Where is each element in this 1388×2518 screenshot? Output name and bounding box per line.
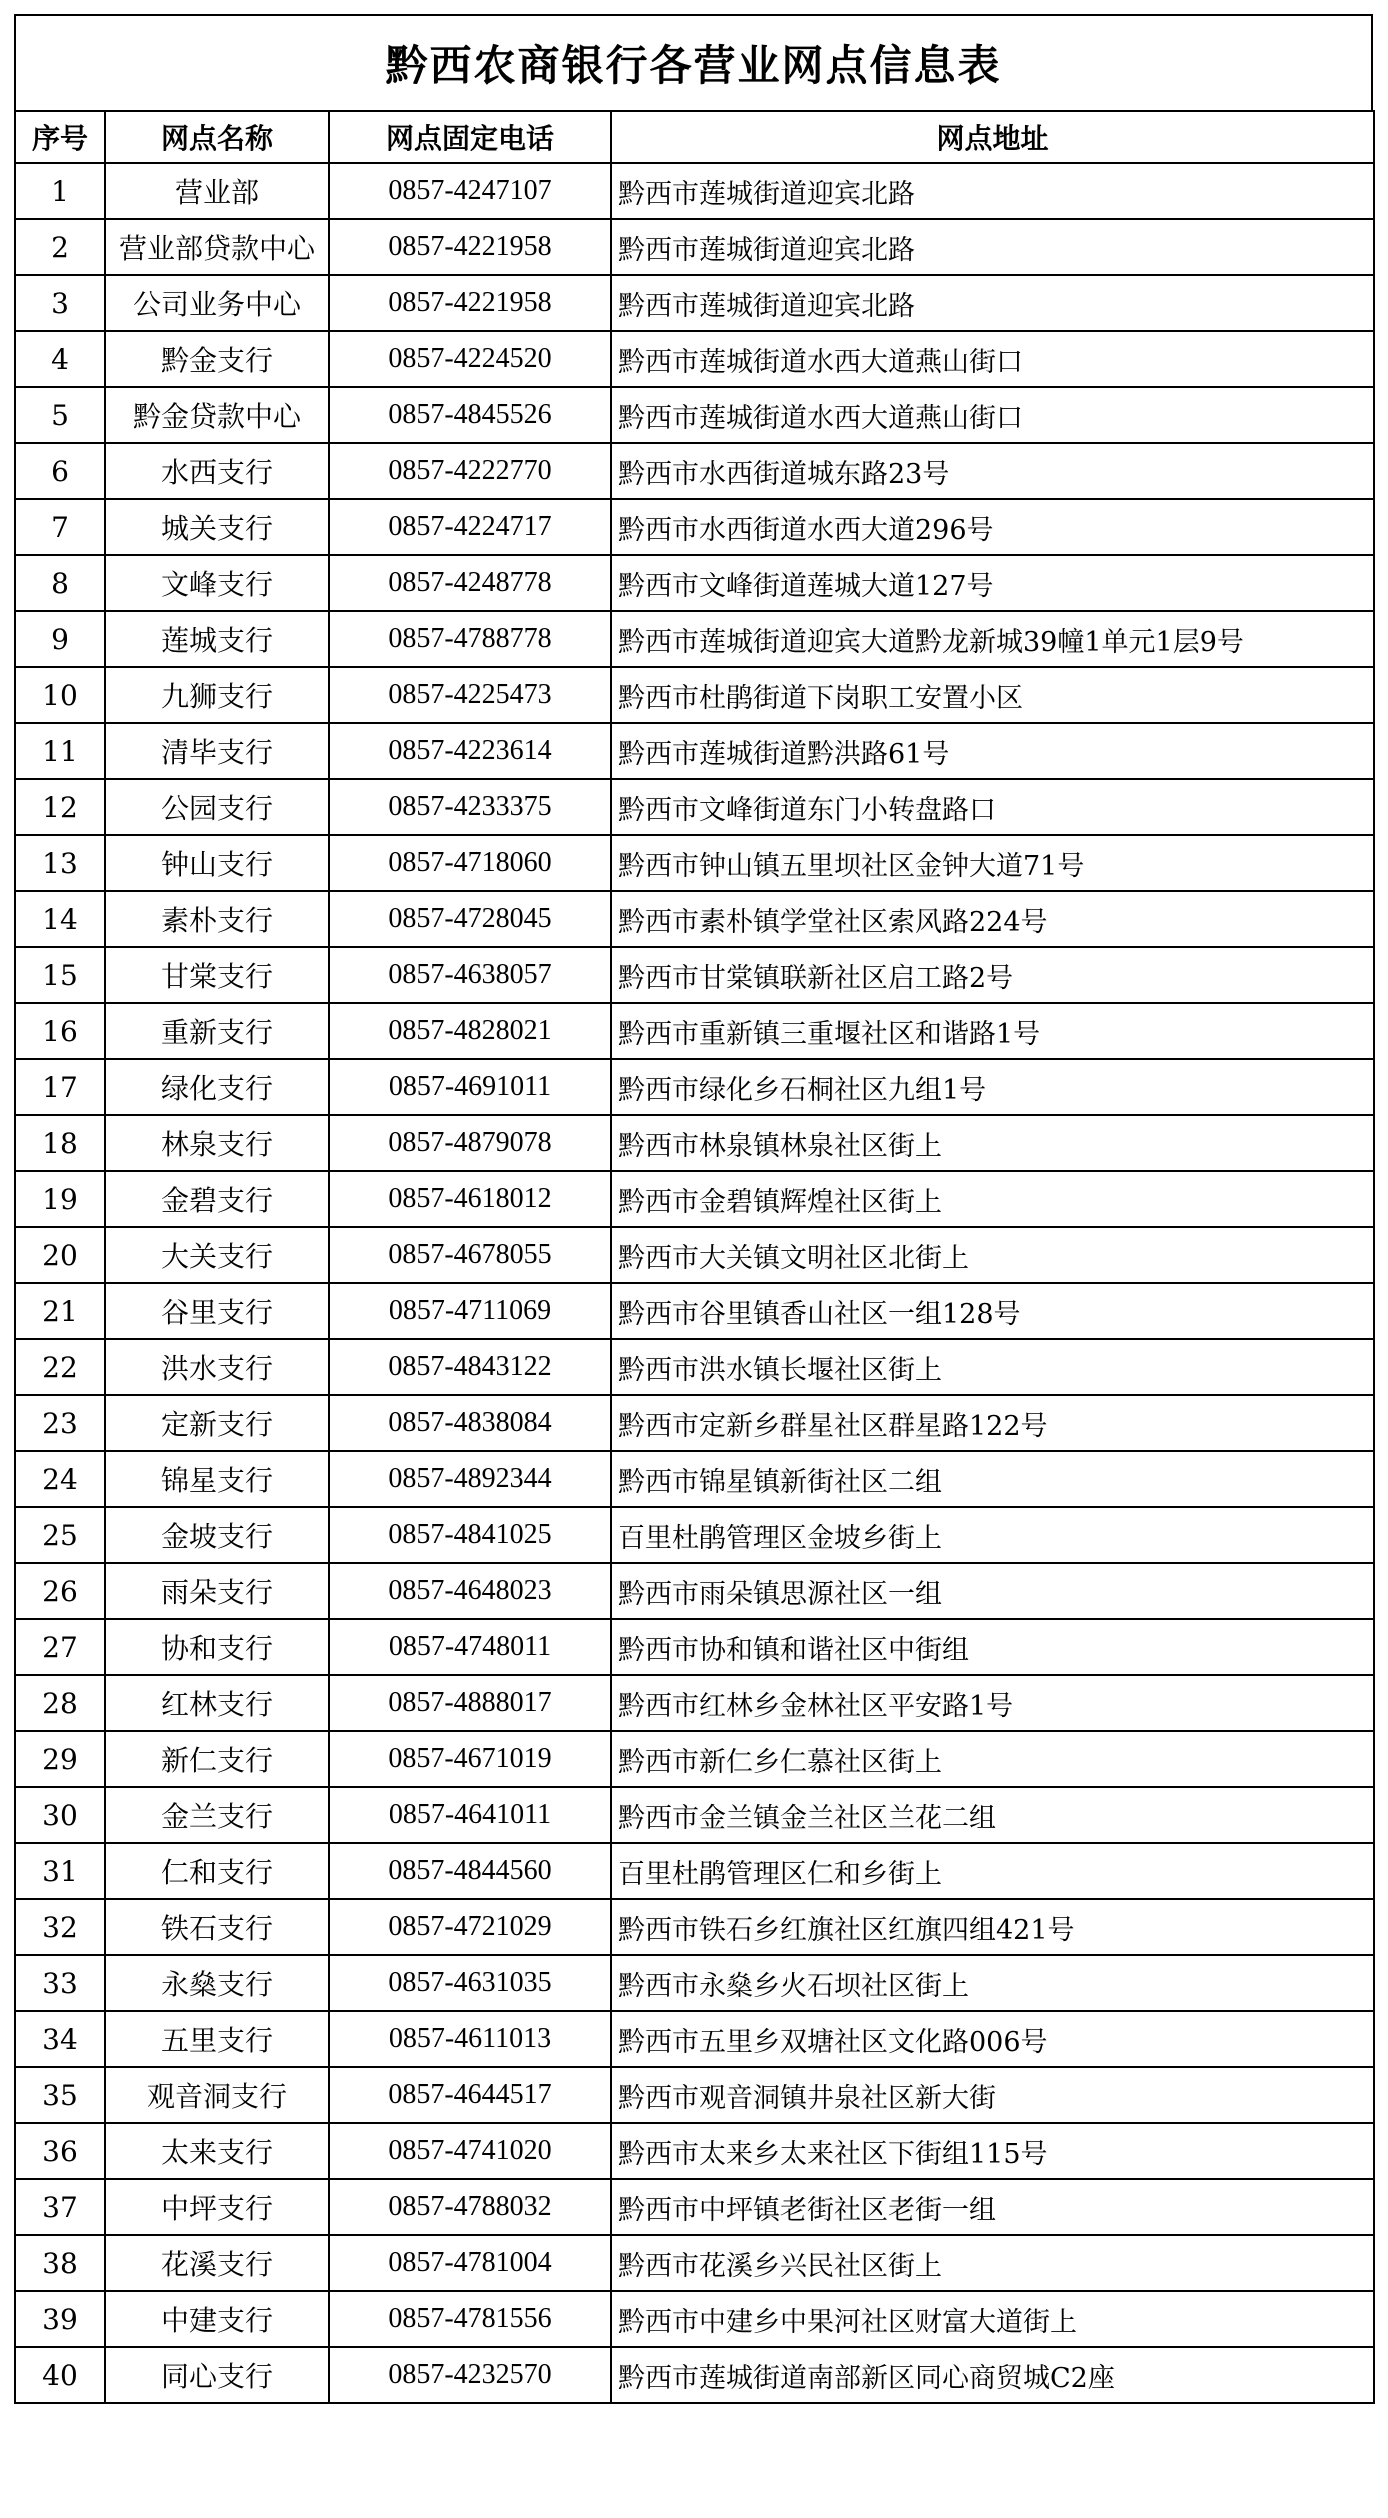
cell-name: 协和支行 [105,1619,329,1675]
cell-address: 黔西市莲城街道迎宾北路 [611,275,1374,331]
cell-seq: 5 [15,387,105,443]
table-row [15,1395,1374,1451]
cell-phone: 0857-4828021 [329,1003,611,1059]
cell-phone: 0857-4838084 [329,1395,611,1451]
cell-phone: 0857-4233375 [329,779,611,835]
cell-phone: 0857-4631035 [329,1955,611,2011]
cell-seq: 29 [15,1731,105,1787]
table-row [15,1115,1374,1171]
branch-table [14,110,1375,2404]
table-row [15,2347,1374,2403]
cell-address: 黔西市中建乡中果河社区财富大道街上 [611,2291,1374,2347]
table-row [15,219,1374,275]
cell-address: 黔西市永燊乡火石坝社区街上 [611,1955,1374,2011]
cell-phone: 0857-4888017 [329,1675,611,1731]
table-row [15,1955,1374,2011]
cell-address: 黔西市莲城街道南部新区同心商贸城C2座 [611,2347,1374,2403]
cell-address: 黔西市锦星镇新街社区二组 [611,1451,1374,1507]
cell-phone: 0857-4843122 [329,1339,611,1395]
table-row [15,443,1374,499]
cell-name: 五里支行 [105,2011,329,2067]
cell-seq: 16 [15,1003,105,1059]
cell-address: 黔西市洪水镇长堰社区街上 [611,1339,1374,1395]
cell-name: 锦星支行 [105,1451,329,1507]
cell-seq: 12 [15,779,105,835]
branch-info-sheet [14,14,1373,2404]
cell-phone: 0857-4221958 [329,219,611,275]
cell-address: 黔西市太来乡太来社区下街组115号 [611,2123,1374,2179]
cell-address: 黔西市金碧镇辉煌社区街上 [611,1171,1374,1227]
table-row [15,1563,1374,1619]
cell-phone: 0857-4718060 [329,835,611,891]
cell-seq: 11 [15,723,105,779]
cell-address: 黔西市定新乡群星社区群星路122号 [611,1395,1374,1451]
table-row [15,1283,1374,1339]
cell-seq: 7 [15,499,105,555]
cell-address: 黔西市观音洞镇井泉社区新大街 [611,2067,1374,2123]
cell-name: 九狮支行 [105,667,329,723]
cell-name: 铁石支行 [105,1899,329,1955]
cell-name: 中坪支行 [105,2179,329,2235]
cell-address: 黔西市花溪乡兴民社区街上 [611,2235,1374,2291]
cell-phone: 0857-4224520 [329,331,611,387]
cell-phone: 0857-4611013 [329,2011,611,2067]
cell-address: 黔西市文峰街道东门小转盘路口 [611,779,1374,835]
cell-phone: 0857-4247107 [329,163,611,219]
cell-address: 黔西市铁石乡红旗社区红旗四组421号 [611,1899,1374,1955]
header-phone: 网点固定电话 [329,111,611,163]
cell-address: 黔西市雨朵镇思源社区一组 [611,1563,1374,1619]
cell-phone: 0857-4844560 [329,1843,611,1899]
cell-seq: 22 [15,1339,105,1395]
cell-phone: 0857-4728045 [329,891,611,947]
cell-name: 钟山支行 [105,835,329,891]
cell-name: 黔金贷款中心 [105,387,329,443]
cell-phone: 0857-4892344 [329,1451,611,1507]
cell-phone: 0857-4741020 [329,2123,611,2179]
table-row [15,835,1374,891]
cell-name: 甘棠支行 [105,947,329,1003]
cell-seq: 28 [15,1675,105,1731]
table-header-row [15,111,1374,163]
table-row [15,1675,1374,1731]
cell-phone: 0857-4638057 [329,947,611,1003]
cell-name: 重新支行 [105,1003,329,1059]
cell-seq: 25 [15,1507,105,1563]
cell-address: 百里杜鹃管理区金坡乡街上 [611,1507,1374,1563]
table-row [15,2011,1374,2067]
cell-name: 莲城支行 [105,611,329,667]
cell-seq: 30 [15,1787,105,1843]
cell-seq: 31 [15,1843,105,1899]
cell-address: 百里杜鹃管理区仁和乡街上 [611,1843,1374,1899]
table-row [15,1619,1374,1675]
cell-address: 黔西市大关镇文明社区北街上 [611,1227,1374,1283]
cell-name: 城关支行 [105,499,329,555]
table-row [15,611,1374,667]
cell-name: 营业部贷款中心 [105,219,329,275]
cell-phone: 0857-4671019 [329,1731,611,1787]
cell-name: 营业部 [105,163,329,219]
cell-name: 林泉支行 [105,1115,329,1171]
cell-address: 黔西市莲城街道黔洪路61号 [611,723,1374,779]
cell-seq: 14 [15,891,105,947]
table-row [15,1731,1374,1787]
cell-name: 谷里支行 [105,1283,329,1339]
table-row [15,331,1374,387]
cell-phone: 0857-4711069 [329,1283,611,1339]
cell-name: 公司业务中心 [105,275,329,331]
cell-name: 中建支行 [105,2291,329,2347]
cell-address: 黔西市莲城街道迎宾北路 [611,163,1374,219]
cell-seq: 38 [15,2235,105,2291]
cell-name: 水西支行 [105,443,329,499]
cell-seq: 4 [15,331,105,387]
table-row [15,1171,1374,1227]
table-row [15,1843,1374,1899]
table-row [15,779,1374,835]
cell-address: 黔西市莲城街道迎宾大道黔龙新城39幢1单元1层9号 [611,611,1374,667]
cell-seq: 34 [15,2011,105,2067]
cell-address: 黔西市林泉镇林泉社区街上 [611,1115,1374,1171]
header-name: 网点名称 [105,111,329,163]
cell-seq: 20 [15,1227,105,1283]
cell-phone: 0857-4841025 [329,1507,611,1563]
table-row [15,723,1374,779]
cell-name: 绿化支行 [105,1059,329,1115]
page-title: 黔西农商银行各营业网点信息表 [14,14,1373,110]
cell-seq: 26 [15,1563,105,1619]
cell-phone: 0857-4641011 [329,1787,611,1843]
cell-seq: 35 [15,2067,105,2123]
cell-address: 黔西市钟山镇五里坝社区金钟大道71号 [611,835,1374,891]
table-row [15,2123,1374,2179]
cell-phone: 0857-4644517 [329,2067,611,2123]
cell-seq: 27 [15,1619,105,1675]
cell-phone: 0857-4224717 [329,499,611,555]
cell-phone: 0857-4678055 [329,1227,611,1283]
cell-name: 永燊支行 [105,1955,329,2011]
cell-seq: 19 [15,1171,105,1227]
cell-name: 清毕支行 [105,723,329,779]
table-row [15,1339,1374,1395]
table-row [15,891,1374,947]
cell-address: 黔西市绿化乡石桐社区九组1号 [611,1059,1374,1115]
cell-phone: 0857-4221958 [329,275,611,331]
cell-seq: 15 [15,947,105,1003]
table-row [15,667,1374,723]
cell-name: 同心支行 [105,2347,329,2403]
cell-seq: 39 [15,2291,105,2347]
header-address: 网点地址 [611,111,1374,163]
table-row [15,1059,1374,1115]
cell-name: 观音洞支行 [105,2067,329,2123]
cell-name: 金兰支行 [105,1787,329,1843]
cell-phone: 0857-4721029 [329,1899,611,1955]
cell-seq: 2 [15,219,105,275]
cell-phone: 0857-4788778 [329,611,611,667]
cell-seq: 6 [15,443,105,499]
cell-name: 黔金支行 [105,331,329,387]
cell-phone: 0857-4222770 [329,443,611,499]
cell-phone: 0857-4225473 [329,667,611,723]
cell-name: 红林支行 [105,1675,329,1731]
cell-seq: 40 [15,2347,105,2403]
table-row [15,1507,1374,1563]
cell-phone: 0857-4248778 [329,555,611,611]
cell-address: 黔西市新仁乡仁慕社区街上 [611,1731,1374,1787]
table-row [15,1787,1374,1843]
cell-phone: 0857-4691011 [329,1059,611,1115]
cell-name: 仁和支行 [105,1843,329,1899]
table-row [15,387,1374,443]
table-row [15,2235,1374,2291]
cell-seq: 13 [15,835,105,891]
cell-address: 黔西市莲城街道水西大道燕山街口 [611,331,1374,387]
cell-address: 黔西市素朴镇学堂社区索风路224号 [611,891,1374,947]
cell-seq: 8 [15,555,105,611]
cell-address: 黔西市谷里镇香山社区一组128号 [611,1283,1374,1339]
cell-address: 黔西市水西街道城东路23号 [611,443,1374,499]
cell-seq: 18 [15,1115,105,1171]
cell-address: 黔西市重新镇三重堰社区和谐路1号 [611,1003,1374,1059]
table-row [15,1451,1374,1507]
table-row [15,2179,1374,2235]
cell-seq: 24 [15,1451,105,1507]
cell-address: 黔西市甘棠镇联新社区启工路2号 [611,947,1374,1003]
cell-address: 黔西市红林乡金林社区平安路1号 [611,1675,1374,1731]
cell-address: 黔西市中坪镇老街社区老街一组 [611,2179,1374,2235]
cell-phone: 0857-4781004 [329,2235,611,2291]
cell-address: 黔西市莲城街道迎宾北路 [611,219,1374,275]
table-row [15,1227,1374,1283]
cell-name: 金碧支行 [105,1171,329,1227]
header-seq: 序号 [15,111,105,163]
table-row [15,163,1374,219]
table-row [15,275,1374,331]
cell-seq: 3 [15,275,105,331]
cell-phone: 0857-4845526 [329,387,611,443]
cell-seq: 32 [15,1899,105,1955]
cell-name: 定新支行 [105,1395,329,1451]
cell-seq: 9 [15,611,105,667]
table-row [15,2067,1374,2123]
cell-name: 太来支行 [105,2123,329,2179]
cell-seq: 33 [15,1955,105,2011]
cell-address: 黔西市水西街道水西大道296号 [611,499,1374,555]
cell-name: 金坡支行 [105,1507,329,1563]
table-row [15,1003,1374,1059]
cell-address: 黔西市杜鹃街道下岗职工安置小区 [611,667,1374,723]
table-row [15,499,1374,555]
cell-name: 雨朵支行 [105,1563,329,1619]
cell-phone: 0857-4618012 [329,1171,611,1227]
cell-seq: 17 [15,1059,105,1115]
table-row [15,2291,1374,2347]
cell-name: 花溪支行 [105,2235,329,2291]
cell-phone: 0857-4781556 [329,2291,611,2347]
cell-seq: 23 [15,1395,105,1451]
table-row [15,947,1374,1003]
cell-phone: 0857-4748011 [329,1619,611,1675]
cell-phone: 0857-4648023 [329,1563,611,1619]
cell-seq: 21 [15,1283,105,1339]
cell-address: 黔西市协和镇和谐社区中街组 [611,1619,1374,1675]
cell-name: 新仁支行 [105,1731,329,1787]
cell-address: 黔西市文峰街道莲城大道127号 [611,555,1374,611]
table-row [15,555,1374,611]
cell-name: 公园支行 [105,779,329,835]
cell-name: 洪水支行 [105,1339,329,1395]
cell-name: 大关支行 [105,1227,329,1283]
cell-phone: 0857-4223614 [329,723,611,779]
cell-phone: 0857-4879078 [329,1115,611,1171]
cell-address: 黔西市金兰镇金兰社区兰花二组 [611,1787,1374,1843]
cell-address: 黔西市莲城街道水西大道燕山街口 [611,387,1374,443]
cell-address: 黔西市五里乡双塘社区文化路006号 [611,2011,1374,2067]
cell-phone: 0857-4232570 [329,2347,611,2403]
cell-seq: 37 [15,2179,105,2235]
cell-seq: 1 [15,163,105,219]
cell-name: 文峰支行 [105,555,329,611]
cell-seq: 36 [15,2123,105,2179]
cell-seq: 10 [15,667,105,723]
table-row [15,1899,1374,1955]
cell-name: 素朴支行 [105,891,329,947]
cell-phone: 0857-4788032 [329,2179,611,2235]
